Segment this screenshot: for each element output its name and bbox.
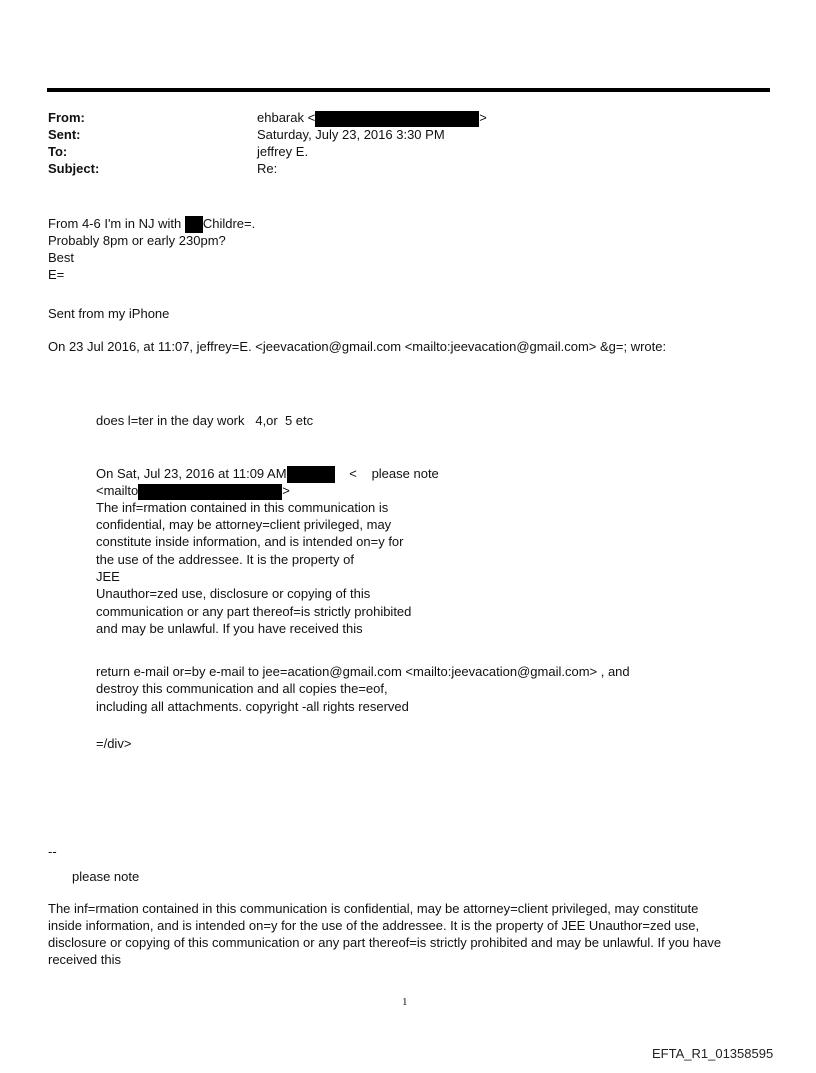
from-label: From: [48, 110, 85, 125]
sent-value: Saturday, July 23, 2016 3:30 PM [257, 127, 445, 142]
div-close: =/div> [96, 736, 132, 751]
disclaimer-line: confidential, may be attorney=client privileged, may [96, 517, 392, 532]
sig-line: received this [48, 952, 121, 967]
body-line [48, 215, 255, 233]
header-rule [47, 88, 770, 92]
quoted-message: does l=ter in the day work 4,or 5 etc [96, 413, 314, 428]
sig-line: inside information, and is intended on=y for the use of the addressee. It is the property of JEE Unauthor=zed use, [48, 918, 700, 933]
redaction-box [287, 466, 335, 483]
disclaimer-line: The inf=rmation contained in this communication is [96, 500, 389, 515]
body-text: From 4-6 I'm in NJ with [48, 216, 185, 231]
to-value: jeffrey E. [257, 144, 309, 159]
mailto-text: <mailto [96, 483, 139, 498]
body-line: Best [48, 250, 75, 265]
to-label: To: [48, 144, 68, 159]
from-name: ehbarak < [257, 110, 316, 125]
disclaimer-line: JEE [96, 569, 120, 584]
sig-dashes: -- [48, 844, 57, 859]
lt: < [349, 466, 357, 481]
quoted-header [96, 465, 439, 483]
quoted-date: On Sat, Jul 23, 2016 at 11:09 AM [96, 466, 287, 481]
from-value [257, 109, 487, 127]
subject-label: Subject: [48, 161, 100, 176]
quoted-mailto [96, 482, 290, 500]
please-note: please note [371, 466, 439, 481]
redaction-box [315, 111, 479, 127]
sent-label: Sent: [48, 127, 81, 142]
page-number: 1 [402, 996, 408, 1008]
disclaimer-line: and may be unlawful. If you have received this [96, 621, 363, 636]
quote-intro: On 23 Jul 2016, at 11:07, jeffrey=E. <jeevacation@gmail.com <mailto:jeevacation@gmail.com> &g=; wrote: [48, 339, 667, 354]
redaction-box [138, 484, 282, 500]
signature: Sent from my iPhone [48, 306, 170, 321]
disclaimer-line: constitute inside information, and is intended on=y for [96, 534, 404, 549]
document-id: EFTA_R1_01358595 [652, 1046, 774, 1061]
body-line: Probably 8pm or early 230pm? [48, 233, 226, 248]
gt: > [282, 483, 290, 498]
body-text: Childre=. [202, 216, 256, 231]
sig-please-note: please note [72, 869, 140, 884]
return-line: including all attachments. copyright -all rights reserved [96, 699, 409, 714]
sig-line: disclosure or copying of this communication or any part thereof=is strictly prohibited and may be unlawful. If you have [48, 935, 722, 950]
sig-line: The inf=rmation contained in this communication is confidential, may be attorney=client privileged, may constitute [48, 901, 699, 916]
return-line: return e-mail or=by e-mail to jee=acation@gmail.com <mailto:jeevacation@gmail.com> , and [96, 664, 630, 679]
body-line: E= [48, 267, 65, 282]
from-close: > [479, 110, 487, 125]
return-line: destroy this communication and all copies the=eof, [96, 681, 388, 696]
disclaimer-line: the use of the addressee. It is the property of [96, 552, 354, 567]
subject-value: Re: [257, 161, 278, 176]
redaction-box [185, 216, 203, 233]
disclaimer-line: Unauthor=zed use, disclosure or copying of this [96, 586, 371, 601]
disclaimer-line: communication or any part thereof=is strictly prohibited [96, 604, 412, 619]
